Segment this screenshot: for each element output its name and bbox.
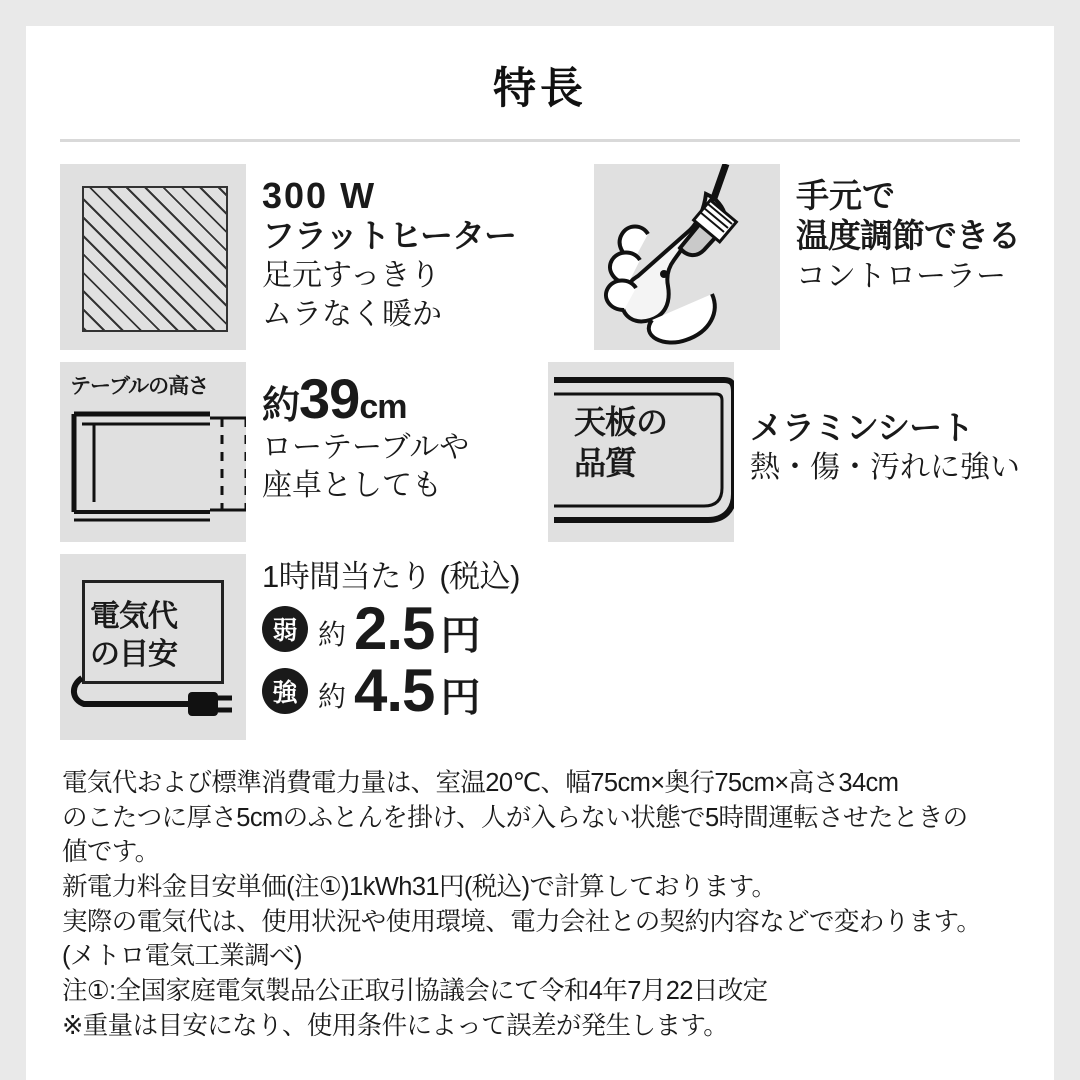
- badge-low: 弱: [262, 606, 308, 652]
- footnote-line: 値です。: [62, 838, 160, 867]
- feature-row-3: [60, 554, 1020, 740]
- feature-table-height-sub-2: 座卓としても: [262, 468, 442, 502]
- feature-row-1: [60, 164, 1020, 350]
- feature-top-plate: [548, 362, 1020, 542]
- table-top-corner-icon: [548, 362, 734, 542]
- footnote-line: 新電力料金目安単価(注①)1kWh31円(税込)で計算しております。: [62, 873, 777, 902]
- footnotes: [56, 752, 1024, 1043]
- feature-list: [56, 142, 1024, 740]
- feature-flat-heater-wattage: 300 W: [262, 175, 377, 216]
- hand-holding-controller-icon: [594, 164, 780, 350]
- feature-table-height-text: [246, 362, 469, 504]
- table-top-icon-label: 天板の 品質: [574, 404, 668, 481]
- feature-row-2: [60, 362, 1020, 542]
- value-number: 39: [299, 367, 360, 430]
- price-high-value: 4.5: [354, 657, 435, 725]
- feature-controller-headline-1: 手元で: [796, 177, 895, 214]
- electricity-price-row-low: [262, 595, 520, 663]
- heater-panel-icon: [60, 164, 246, 350]
- feature-controller-sub-1: コントローラー: [796, 259, 1006, 293]
- value-prefix: 約: [262, 385, 300, 427]
- electricity-price-row-high: [262, 657, 520, 725]
- table-height-icon-label: テーブルの高さ: [70, 375, 209, 398]
- feature-table-height: [60, 362, 548, 542]
- feature-flat-heater-sub-2: ムラなく暖か: [262, 297, 442, 331]
- hatched-panel-shape: [82, 186, 228, 332]
- feature-controller-text: [780, 164, 1020, 296]
- feature-flat-heater-sub-1: 足元すっきり: [262, 258, 441, 292]
- value-unit: cm: [359, 388, 407, 426]
- page-title: 特長: [493, 65, 587, 113]
- footnote-line: のこたつに厚さ5cmのふとんを掛け、人が入らない状態で5時間運転させたときの: [62, 803, 968, 832]
- price-low: [354, 595, 480, 663]
- footnote-line: ※重量は目安になり、使用条件によって誤差が発生します。: [62, 1011, 729, 1040]
- table-height-icon: [60, 362, 246, 542]
- table-height-illustration: [60, 362, 246, 542]
- feature-top-plate-sub-1: 熱・傷・汚れに強い: [750, 451, 1020, 485]
- feature-electricity-cost: [60, 554, 520, 740]
- feature-controller-headline-2: 温度調節できる: [796, 217, 1020, 255]
- footnote-line: (メトロ電気工業調べ): [62, 942, 302, 971]
- feature-controller: [594, 164, 1020, 350]
- feature-flat-heater-headline: フラットヒーター: [262, 216, 517, 254]
- feature-table-height-value: [262, 367, 469, 430]
- power-cord-icon: [60, 554, 246, 740]
- price-low-unit: 円: [440, 614, 480, 659]
- footnote-line: 実際の電気代は、使用状況や使用環境、電力会社との契約内容などで変わります。: [62, 907, 982, 936]
- feature-table-height-sub-1: ローテーブルや: [262, 430, 470, 464]
- footnote-line: 電気代および標準消費電力量は、室温20℃、幅75cm×奥行75cm×高さ34cm: [62, 769, 899, 797]
- feature-top-plate-headline: メラミンシート: [750, 409, 974, 446]
- approx-low: 約: [318, 619, 347, 651]
- feature-flat-heater-text: [246, 164, 516, 334]
- electricity-icon-label: 電気代 の目安: [90, 600, 177, 671]
- electricity-head: 1時間当たり (税込): [262, 559, 520, 594]
- price-high-unit: 円: [440, 676, 480, 721]
- price-high: [354, 657, 480, 725]
- price-low-value: 2.5: [354, 595, 435, 663]
- approx-high: 約: [318, 681, 347, 713]
- footnote-line: 注①:全国家庭電気製品公正取引協議会にて令和4年7月22日改定: [62, 977, 768, 1006]
- feature-card: [26, 26, 1054, 1080]
- badge-high: 強: [262, 668, 308, 714]
- feature-electricity-text: [246, 554, 520, 725]
- controller-illustration: [594, 164, 780, 350]
- feature-flat-heater: [60, 164, 594, 350]
- feature-top-plate-text: [734, 362, 1020, 487]
